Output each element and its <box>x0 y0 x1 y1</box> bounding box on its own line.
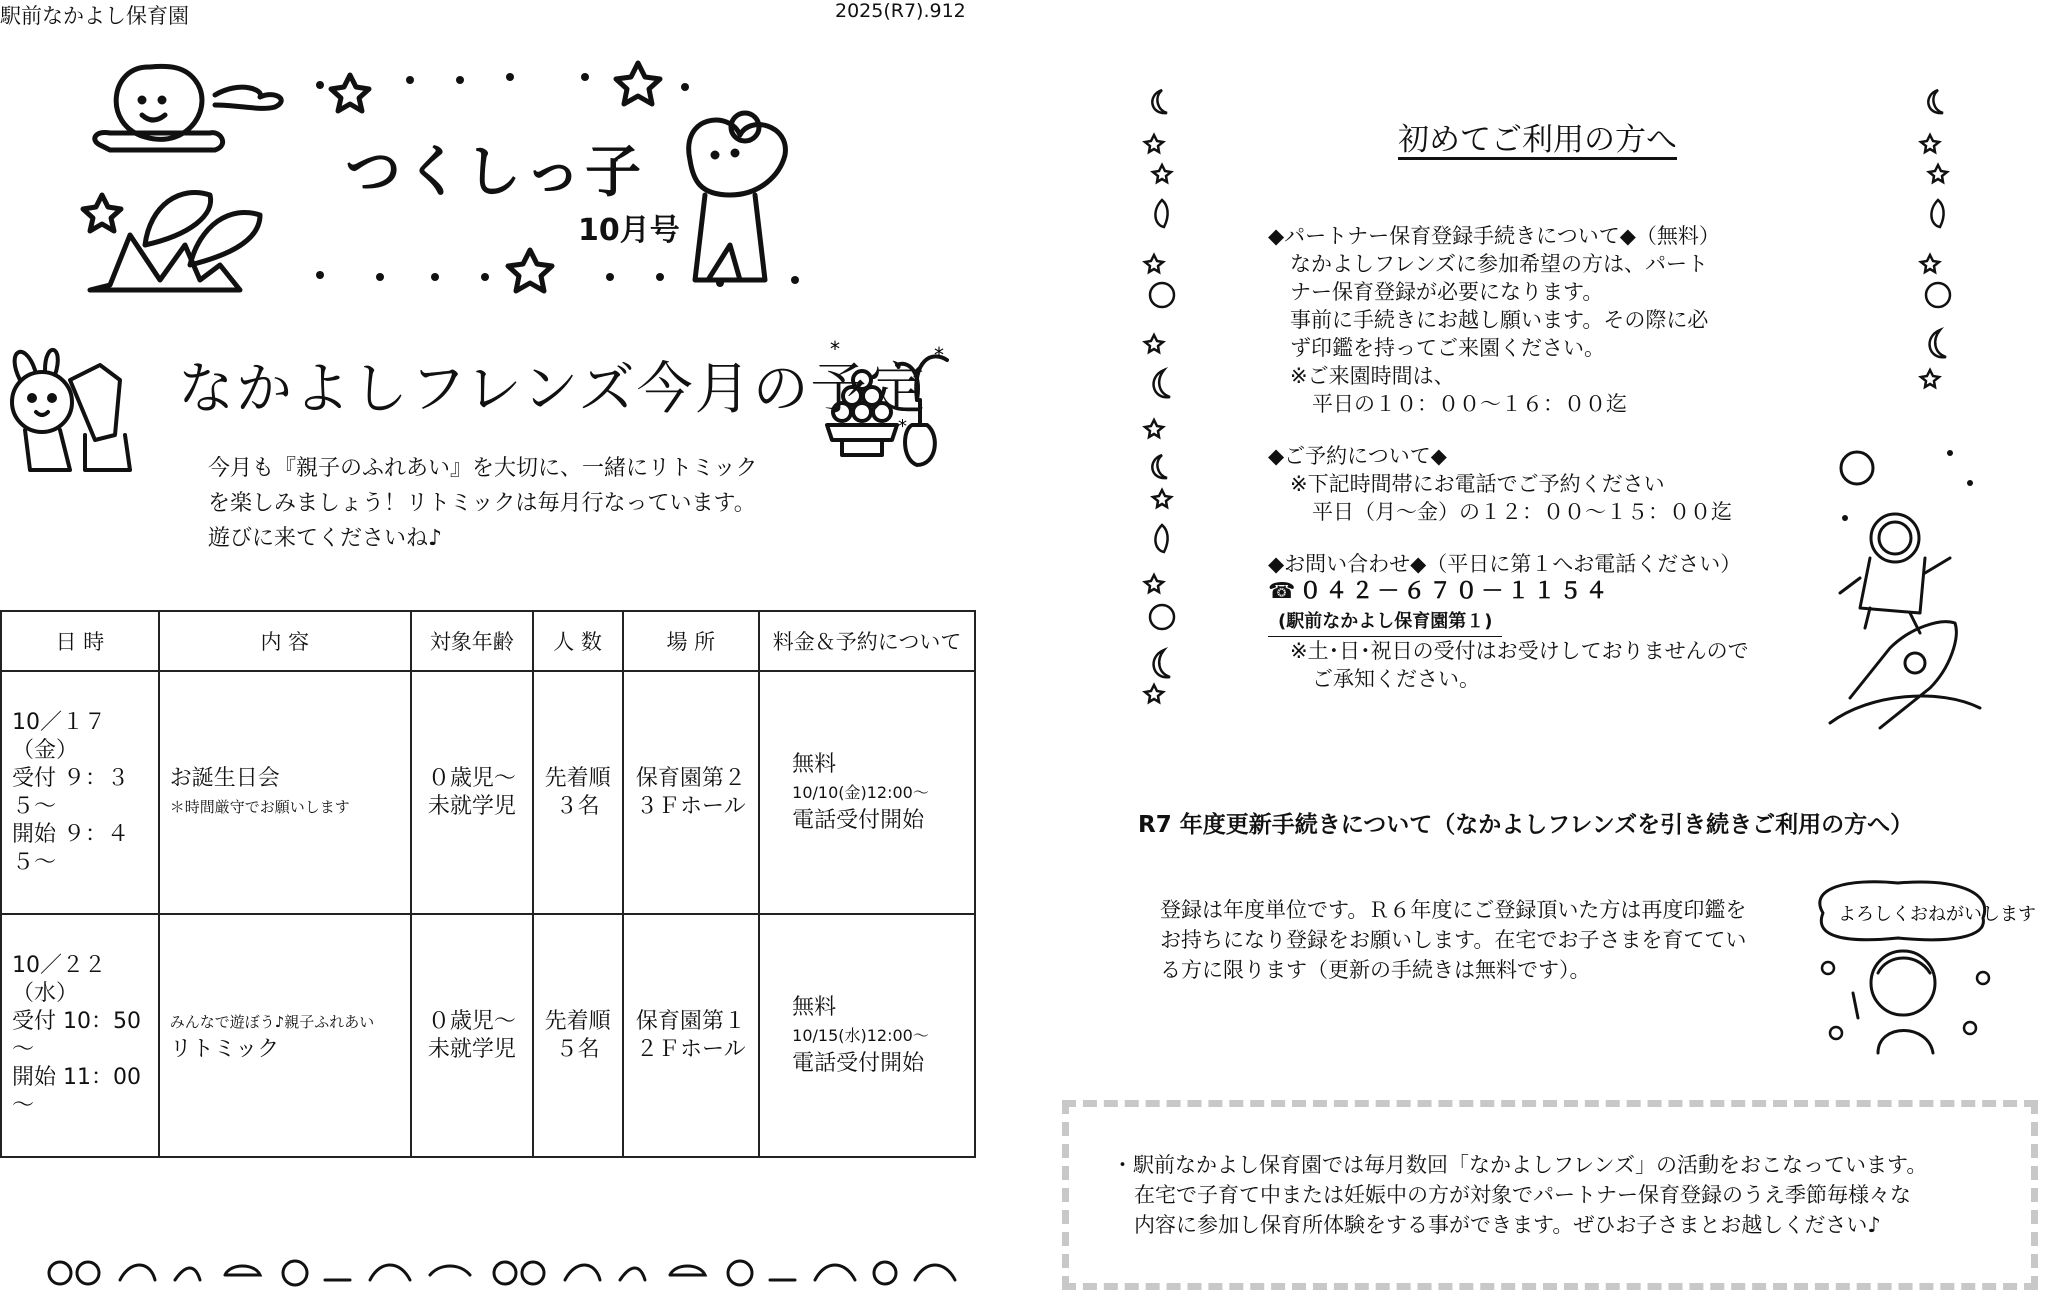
reservation-line: ※下記時間帯にお電話でご予約ください <box>1290 472 1665 496</box>
renewal-title: R7 年度更新手続きについて（なかよしフレンズを引き続きご利用の方へ） <box>1138 812 1914 838</box>
issue-label: 10月号 <box>578 213 680 248</box>
moon-star-border <box>1142 85 1182 700</box>
content-cell <box>159 671 411 914</box>
svg-text:*: * <box>934 343 944 367</box>
partner-line: 平日の１０：００～１６：００迄 <box>1312 392 1627 416</box>
date-line: 10／１７（金） <box>12 709 106 763</box>
first-time-title: 初めてご利用の方へ <box>1398 122 1677 158</box>
planet-icon <box>1841 452 1873 484</box>
fee-line: 電話受付開始 <box>792 1050 925 1076</box>
decorative-border <box>40 1255 970 1290</box>
fee-line: 無料 <box>792 751 837 777</box>
count-line: 先着順 <box>544 765 611 791</box>
place-cell <box>623 914 760 1157</box>
place-line: 保育園第２ <box>635 765 746 791</box>
star-icon <box>331 75 369 111</box>
issue-date: 2025(R7).912 <box>835 0 966 22</box>
age-line: 未就学児 <box>427 793 516 819</box>
column-header: 日 時 <box>1 611 159 671</box>
moon-star-border <box>1918 85 1958 390</box>
reservation-heading: ◆ご予約について◆ <box>1268 444 1447 468</box>
fee-line: 10/10(金)12:00～ <box>792 782 929 802</box>
renewal-line: お持ちになり登録をお願いします。在宅でお子さまを育ててい <box>1160 928 1747 952</box>
star-icon <box>508 250 552 291</box>
content-title: お誕生日会 <box>169 765 280 791</box>
count-line: 先着順 <box>544 1008 611 1034</box>
greeting-art-text: よろしくおねがいします <box>1838 904 2036 925</box>
newsletter-title: つくしっ子 <box>345 140 645 205</box>
column-header: 場 所 <box>623 611 760 671</box>
fee-cell <box>759 671 975 914</box>
partner-line: ナー保育登録が必要になります。 <box>1290 280 1604 304</box>
column-header: 内 容 <box>159 611 411 671</box>
content-note: ＊時間厳守でお願いします <box>169 797 350 816</box>
dango-icon <box>822 337 957 470</box>
contact-location: (駅前なかよし保育園第１) <box>1268 608 1502 637</box>
star-icon <box>616 63 660 104</box>
renewal-line: 登録は年度単位です。Ｒ６年度にご登録頂いた方は再度印鑑を <box>1160 898 1747 922</box>
place-line: ３Ｆホール <box>636 793 746 819</box>
reservation-line: 平日（月～金）の１２：００～１５：００迄 <box>1312 500 1732 524</box>
contact-note: ※土･日･祝日の受付はお受けしておりませんので <box>1290 639 1749 663</box>
column-header: 料金＆予約について <box>759 611 975 671</box>
age-line: ０歳児～ <box>427 765 516 791</box>
intro-line: を楽しみましょう！リトミックは毎月行なっています。 <box>208 491 756 516</box>
renewal-line: る方に限ります（更新の手続きは無料です）。 <box>1160 958 1591 982</box>
note-text <box>1112 1150 1927 1240</box>
table-header-row <box>1 611 975 671</box>
date-line: 開始 ９：４５～ <box>12 821 129 875</box>
count-cell <box>533 671 623 914</box>
place-cell <box>623 671 760 914</box>
partner-heading: ◆パートナー保育登録手続きについて◆（無料） <box>1268 224 1720 248</box>
age-cell <box>411 671 533 914</box>
girl-icon <box>1808 878 2036 1058</box>
org-name: 駅前なかよし保育園 <box>0 4 189 28</box>
renewal-body <box>1160 895 1746 985</box>
column-header: 人 数 <box>533 611 623 671</box>
bear-icon <box>689 113 786 280</box>
place-line: ２Ｆホール <box>636 1036 746 1062</box>
fee-line: 10/15(水)12:00～ <box>792 1025 929 1045</box>
fee-cell <box>759 914 975 1157</box>
schedule-intro <box>208 451 808 556</box>
count-line: ５名 <box>555 1036 600 1062</box>
table-row <box>1 671 975 914</box>
date-cell <box>1 671 159 914</box>
date-line: 10／２２（水） <box>12 952 106 1006</box>
contact-note: ご承知ください。 <box>1312 667 1480 691</box>
svg-text:*: * <box>830 337 840 361</box>
astronaut-icon <box>1830 448 1980 723</box>
svg-text:*: * <box>898 416 907 437</box>
fee-line: 電話受付開始 <box>792 807 925 833</box>
content-cell <box>159 914 411 1157</box>
note-line: 内容に参加し保育所体験をする事ができます。ぜひお子さまとお越しください♪ <box>1134 1213 1881 1237</box>
age-cell <box>411 914 533 1157</box>
intro-line: 遊びに来てくださいね♪ <box>208 526 443 551</box>
rocket-icon <box>1850 622 1956 728</box>
date-line: 受付 ９：３５～ <box>12 765 129 819</box>
note-line: 在宅で子育て中または妊娠中の方が対象でパートナー保育登録のうえ季節毎様々な <box>1134 1183 1911 1207</box>
partner-line: ず印鑑を持ってご来園ください。 <box>1290 336 1605 360</box>
table-row <box>1 914 975 1157</box>
intro-line: 今月も『親子のふれあい』を大切に、一緒にリトミック <box>208 456 758 481</box>
content-note: みんなで遊ぼう♪親子ふれあい <box>169 1012 375 1031</box>
age-line: ０歳児～ <box>427 1008 516 1034</box>
contact-heading: ◆お問い合わせ◆（平日に第１へお電話ください） <box>1268 552 1742 576</box>
date-line: 受付 10：50～ <box>12 1008 141 1062</box>
column-header: 対象年齢 <box>411 611 533 671</box>
note-line: ・駅前なかよし保育園では毎月数回「なかよしフレンズ」の活動をおこなっています。 <box>1112 1153 1928 1177</box>
partner-line: 事前に手続きにお越し願います。その際に必 <box>1290 308 1709 332</box>
age-line: 未就学児 <box>427 1036 516 1062</box>
count-cell <box>533 914 623 1157</box>
sun-face-icon <box>95 66 281 150</box>
star-icon <box>83 195 121 231</box>
schedule-heading: なかよしフレンズ今月の予定 <box>178 357 927 422</box>
phone-number: ☎０４２－６７０－１１５４ <box>1268 579 1612 604</box>
schedule-table <box>0 610 976 1158</box>
place-line: 保育園第１ <box>635 1008 746 1034</box>
date-line: 開始 11：00～ <box>12 1064 141 1118</box>
count-line: ３名 <box>555 793 600 819</box>
content-title: リトミック <box>169 1036 280 1062</box>
fee-line: 無料 <box>792 994 837 1020</box>
bunny-icon <box>0 340 140 475</box>
first-time-info <box>1268 222 1749 693</box>
partner-line: ※ご来園時間は、 <box>1290 364 1455 388</box>
date-cell <box>1 914 159 1157</box>
partner-line: なかよしフレンズに参加希望の方は、パート <box>1290 252 1709 276</box>
